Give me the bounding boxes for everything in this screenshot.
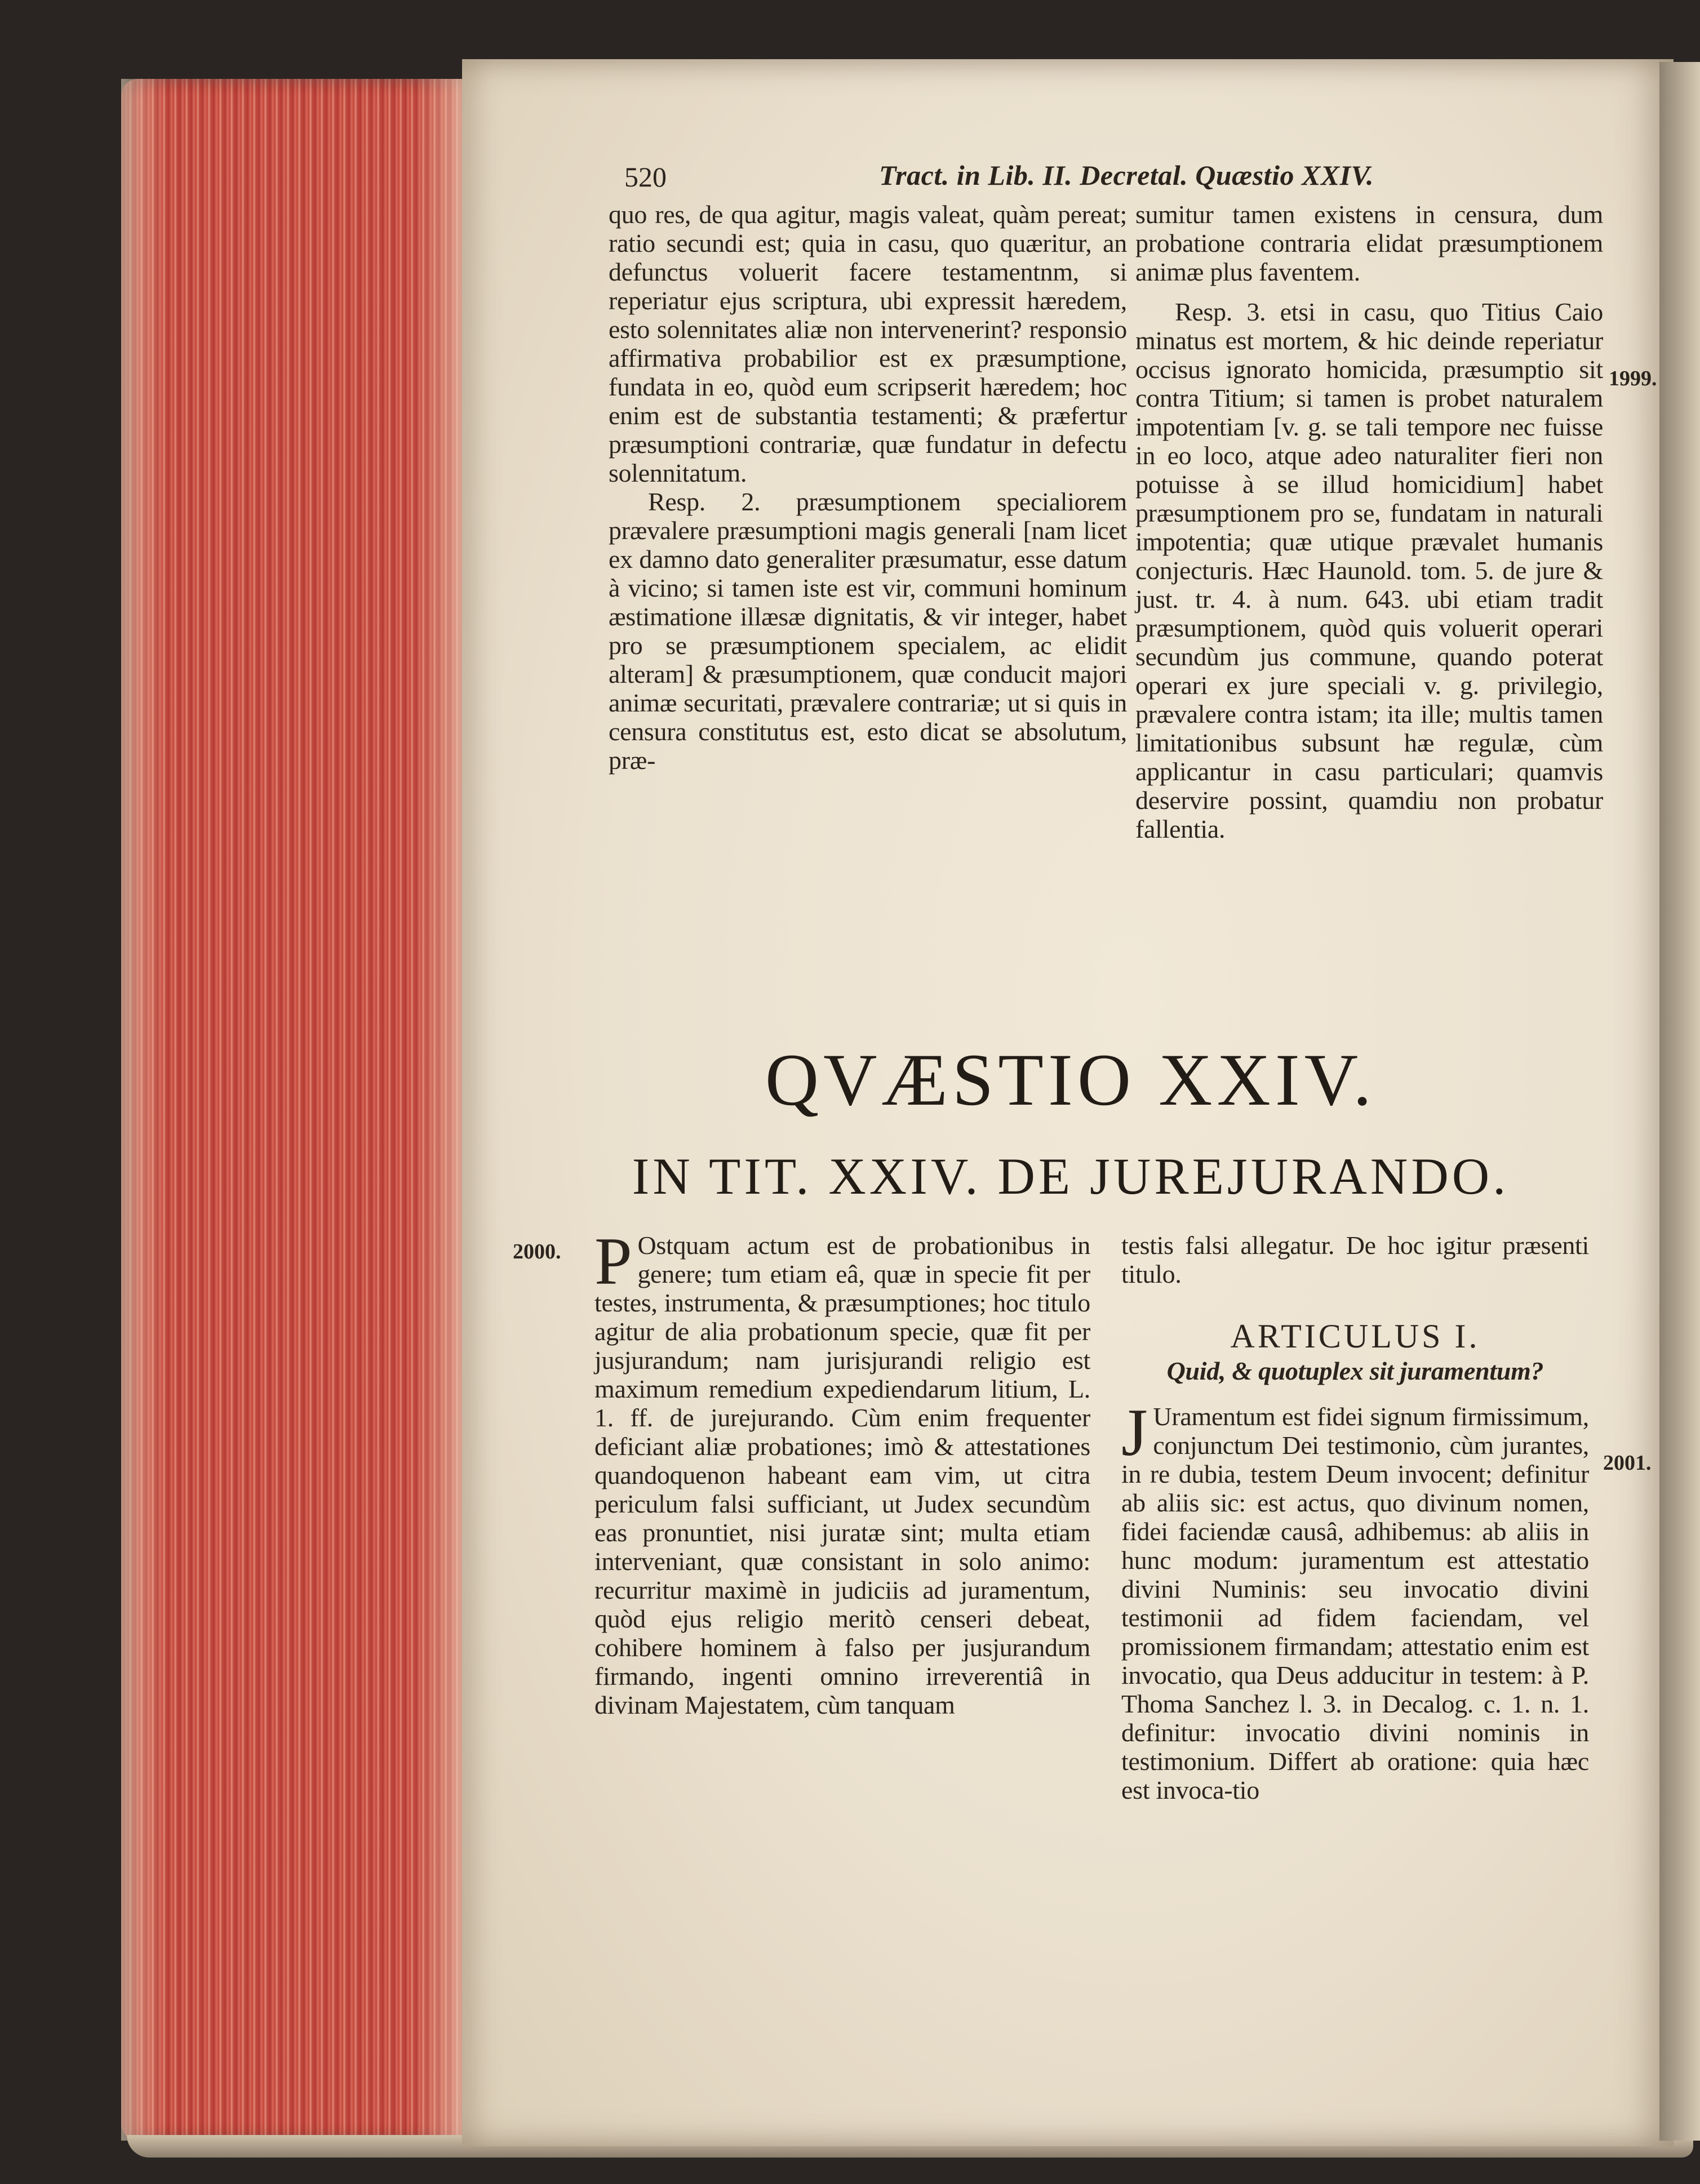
paragraph <box>1121 1395 1589 1804</box>
paragraph-text: Uramentum est fidei signum firmissimum, conjunctum Dei testimonio, cùm jurantes, in re dubia, testem Deum invocent; definitur ab aliis sic: est actus, quo divinum nomen, fidei faciendæ causâ, adhibemus: ab aliis in hunc modum: juramentum est attestatio divini Numinis: seu invocatio divini testimonii ad fidem faciendam, vel promissionem firmandam; attestatio enim est invocatio, qua Deus adducitur in testem: à P. Thoma Sanchez l. 3. in Decalog. c. 1. n. 1. definitur: invocatio divini nominis in testimonium. Differt ab oratione: quia hæc est invoca-tio <box>1121 1402 1589 1804</box>
drop-cap: P <box>594 1224 632 1298</box>
paragraph: sumitur tamen existens in censura, dum probatione contraria elidat præsumptionem animæ plus faventem. <box>1135 200 1603 286</box>
paragraph <box>594 1224 1090 1719</box>
article-subtitle: Quid, & quotuplex sit juramentum? <box>1166 1356 1544 1385</box>
margin-number: 1999. <box>1609 367 1657 390</box>
book-fore-edge <box>121 79 465 2141</box>
paragraph: Resp. 2. præsumptionem specialiorem prævalere præsumptioni magis generali [nam licet ex damno dato generaliter præsumatur, esse datum à vicino; si tamen iste est vir, communi hominum æstimatione illæsæ dignitatis, & vir integer, habet pro se præsumptionem specialem, ac elidit alteram] & præsumptionem, quæ conducit majori animæ securitati, prævalere contrariæ; ut si quis in censura constitutus est, esto dicat se absolutum, præ- <box>609 487 1127 775</box>
bottom-right-column <box>1121 1231 1589 1804</box>
paragraph-text: Ostquam actum est de probationibus in genere; tum etiam eâ, quæ in specie fit per testes, instrumenta, & præsumptiones; hoc titulo agitur de alia probationum specie, quæ fit per jusjurandum; nam jurisjurandi religio est maximum remedium expediendarum litium, L. 1. ff. de jurejurando. Cùm enim frequenter deficiant aliæ probationes; imò & attestationes quandoquenon habeant eam vim, ut citra periculum falsi sufficiant, ut Judex secundùm eas pronuntiet, nisi juratæ sint; multa etiam interveniant, quæ consistant in solo animo: recurritur maximè in judiciis ad juramentum, quòd ejus religio meritò censeri debeat, cohibere hominem à falso per jusjurandum firmando, ingenti omnino irreverentiâ in divinam Majestatem, cùm tanquam <box>594 1231 1090 1719</box>
paragraph: quo res, de qua agitur, magis valeat, quàm pereat; ratio secundi est; quia in casu, quo quæritur, an defunctus voluerit facere testamentnm, si reperiatur ejus scriptura, ubi expressit hæredem, esto solennitates aliæ non intervenerint? responsio affirmativa probabilior est ex præsumptione, fundata in eo, quòd eum scripserit hæredem; hoc enim est de substantia testamenti; & præfertur præsumptioni contrariæ, quæ fundatur in defectu solennitatum. <box>609 200 1127 487</box>
quaestio-subtitle: IN TIT. XXIV. DE JUREJURANDO. <box>632 1147 1510 1205</box>
margin-number: 2001. <box>1603 1451 1652 1475</box>
page-number: 520 <box>624 161 667 193</box>
bottom-left-column <box>594 1224 1090 1719</box>
article-title: ARTICULUS I. <box>1230 1318 1480 1355</box>
margin-number: 2000. <box>513 1240 561 1264</box>
paragraph: Resp. 3. etsi in casu, quo Titius Caio minatus est mortem, & hic deinde reperiatur occisus ignorato homicida, præsumptio sit contra Titium; si tamen is probet naturalem impotentiam [v. g. se tali tempore nec fuisse in eo loco, atque adeo naturaliter fieri non potuisse à se illud homicidium] habet præsumptionem pro se, fundatam in naturali impotentia; quæ utique prævalet humanis conjecturis. Hæc Haunold. tom. 5. de jure & just. tr. 4. à num. 643. ubi etiam tradit præsumptionem, quòd quis voluerit operari secundùm jus commune, quando poterat operari ex jure speciali v. g. privilegio, prævalere contra istam; ita ille; multis tamen limitationibus subsunt hæ regulæ, cùm applicantur in casu particulari; quamvis deservire possint, quamdiu non probatur fallentia. <box>1135 297 1603 843</box>
paragraph: testis falsi allegatur. De hoc igitur præsenti titulo. <box>1121 1231 1589 1288</box>
running-title: Tract. in Lib. II. Decretal. Quæstio XXIV. <box>879 159 1374 191</box>
top-left-column <box>609 200 1127 775</box>
drop-cap: J <box>1121 1395 1148 1470</box>
facing-page-edge <box>1659 62 1700 2141</box>
top-right-column <box>1135 200 1603 843</box>
quaestio-title: QVÆSTIO XXIV. <box>765 1038 1377 1121</box>
